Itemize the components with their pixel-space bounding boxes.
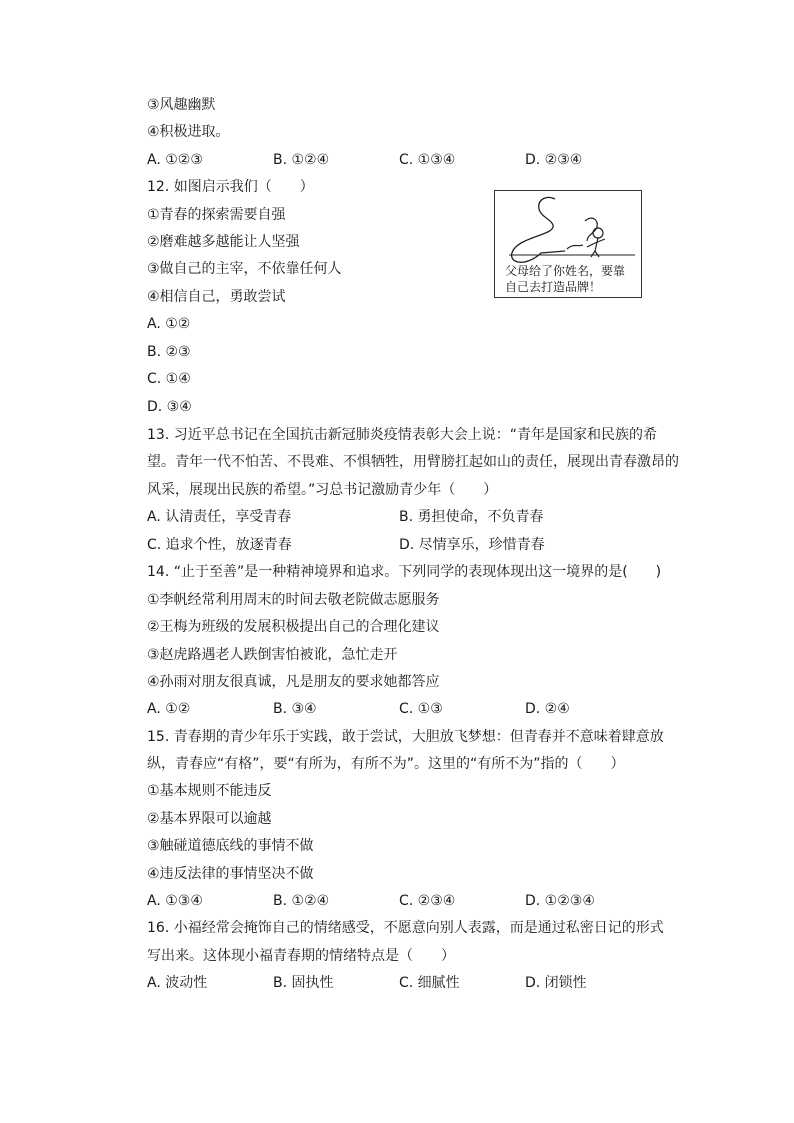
q13-options-row-2: [147, 535, 667, 555]
q14-item-1: ①李帆经常利用周末的时间去敬老院做志愿服务: [147, 592, 440, 608]
q12-item-4: ④相信自己，勇敢尝试: [147, 289, 286, 305]
q11-option-d: D. ②③④: [525, 152, 583, 168]
q14-option-b: B. ③④: [273, 701, 317, 717]
q15-option-c: C. ②③④: [399, 893, 456, 909]
q16-options: [147, 973, 667, 993]
q15-item-3: ③触碰道德底线的事情不做: [147, 838, 314, 854]
q16-stem-line-1: 16. 小福经常会掩饰自己的情绪感受，不愿意向别人表露，而是通过私密日记的形式: [147, 920, 664, 936]
q13-stem-line-2: 望。青年一代不怕苦、不畏难、不惧牺牲，用臂膀扛起如山的责任，展现出青春激昂的: [147, 454, 679, 470]
q13-option-b: B. 勇担使命，不负青春: [399, 509, 544, 525]
q14-option-a: A. ①②: [147, 701, 191, 717]
q12-item-1: ①青春的探索需要自强: [147, 207, 286, 223]
q15-options: [147, 891, 667, 911]
q13-stem-line-3: 风采，展现出民族的希望。”习总书记激励青少年（ ）: [147, 482, 498, 498]
q14-option-d: D. ②④: [525, 701, 570, 717]
q12-option-a: A. ①②: [147, 316, 191, 332]
q14-item-3: ③赵虎路遇老人跌倒害怕被讹，急忙走开: [147, 647, 398, 663]
q12-option-c: C. ①④: [147, 371, 191, 387]
q15-item-1: ①基本规则不能违反: [147, 783, 272, 799]
q15-option-b: B. ①②④: [273, 893, 330, 909]
q12-item-2: ②磨难越多越能让人坚强: [147, 234, 300, 250]
q11-option-b: B. ①②④: [273, 152, 330, 168]
q16-option-a: A. 波动性: [147, 975, 208, 991]
q12-cartoon-figure: [494, 190, 642, 298]
q14-options: [147, 699, 667, 719]
q14-stem: 14. “止于至善”是一种精神境界和追求。下列同学的表现体现出这一境界的是( ): [147, 564, 662, 580]
q16-option-d: D. 闭锁性: [525, 975, 587, 991]
q16-stem-line-2: 写出来。这体现小福青春期的情绪特点是（ ）: [147, 948, 455, 964]
q11-options: [147, 150, 667, 170]
q12-stem: 12. 如图启示我们（ ）: [147, 179, 314, 195]
q15-option-a: A. ①③④: [147, 893, 203, 909]
q11-option-a: A. ①②③: [147, 152, 203, 168]
q12-figure-caption: 父母给了你姓名，要靠自己去打造品牌！: [505, 264, 626, 294]
q13-stem-line-1: 13. 习近平总书记在全国抗击新冠肺炎疫情表彰大会上说：“青年是国家和民族的希: [147, 427, 657, 443]
q11-option-c: C. ①③④: [399, 152, 456, 168]
q15-stem-line-1: 15. 青春期的青少年乐于实践，敢于尝试，大胆放飞梦想：但青春并不意味着肆意放: [147, 729, 664, 745]
q16-option-c: C. 细腻性: [399, 975, 460, 991]
q11-item-3: ③风趣幽默: [147, 97, 216, 113]
q13-option-a: A. 认清责任，享受青春: [147, 509, 292, 525]
q13-options-row-1: [147, 507, 667, 527]
q14-item-2: ②王梅为班级的发展积极提出自己的合理化建议: [147, 619, 440, 635]
q11-item-4: ④积极进取。: [147, 124, 230, 140]
q13-option-d: D. 尽情享乐，珍惜青春: [399, 537, 545, 553]
q12-option-b: B. ②③: [147, 344, 191, 360]
q15-stem-line-2: 纵，青春应“有格”，要“有所为，有所不为”。这里的“有所不为”指的（ ）: [147, 756, 625, 772]
q14-item-4: ④孙雨对朋友很真诚，凡是朋友的要求她都答应: [147, 674, 440, 690]
q15-option-d: D. ①②③④: [525, 893, 595, 909]
q13-option-c: C. 追求个性，放逐青春: [147, 537, 292, 553]
q12-item-3: ③做自己的主宰，不依靠任何人: [147, 261, 342, 277]
q14-option-c: C. ①③: [399, 701, 443, 717]
q12-option-d: D. ③④: [147, 399, 192, 415]
q15-item-2: ②基本界限可以逾越: [147, 811, 272, 827]
q15-item-4: ④违反法律的事情坚决不做: [147, 866, 314, 882]
q16-option-b: B. 固执性: [273, 975, 334, 991]
